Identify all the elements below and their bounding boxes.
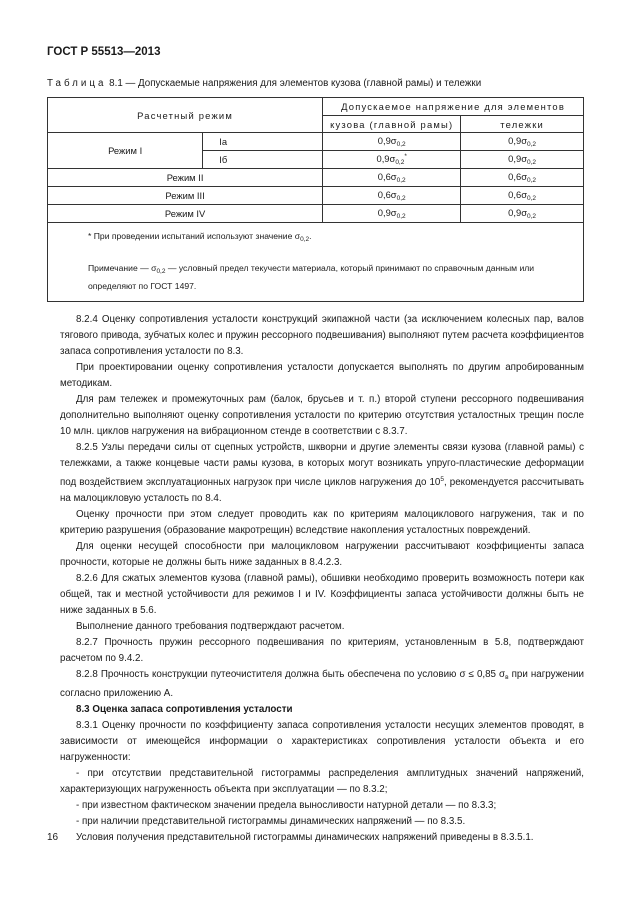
cell-bogie-value: $0,9\sigma_{0,2}$ — [461, 151, 584, 169]
paragraph: Выполнение данного требования подтверждают расчетом. — [76, 621, 345, 632]
list-item: - при наличии представительной гистограммы динамических напряжений — по 8.3.5. — [76, 816, 466, 827]
cell-bogie-value: $0,9\sigma_{0,2}$ — [461, 133, 584, 151]
paragraph: 8.2.7 Прочность пружин рессорного подвешивания по критериям, установленным в 5.8, подтверждают расчетом по 9.4.2. — [60, 637, 584, 664]
stress-table — [47, 97, 584, 302]
list-item: - при известном фактическом значении предела выносливости натурной детали — по 8.3.3; — [76, 800, 497, 811]
paragraph: 8.2.8 Прочность конструкции путеочистителя должна быть обеспечена по условию σ ≤ 0,85 $\sigma_в$ при нагружении согласно приложению А. — [60, 669, 584, 699]
cell-submode: Ia — [203, 133, 323, 151]
header-stress: Допускаемое напряжение для элементов — [323, 98, 584, 116]
table-row — [48, 133, 584, 151]
table-caption-word: Таблица — [47, 78, 107, 89]
cell-bogie-value: $0,6\sigma_{0,2}$ — [461, 187, 584, 205]
paragraph: 8.2.6 Для сжатых элементов кузова (главной рамы), обшивки необходимо проверить возможность потери как общей, так и местной устойчивости для режимов I и IV. Коэффициенты запаса устойчивости должны быть не ниже заданных в 5.6. — [60, 573, 584, 616]
cell-mode: Режим I — [48, 133, 203, 169]
document-header: ГОСТ Р 55513—2013 — [47, 46, 161, 58]
list-item: - при отсутствии представительной гистограммы распределения амплитудных значений напряжений, характеризующих нагруженность объекта при эксплуатации — по 8.3.2; — [60, 768, 584, 795]
table-footnotes — [48, 223, 584, 302]
footnote: * При проведении испытаний используют значение $\sigma_{0,2}$. — [88, 231, 312, 243]
table-caption-text: 8.1 — Допускаемые напряжения для элементов кузова (главной рамы) и тележки — [106, 78, 482, 89]
paragraph: 8.3.1 Оценку прочности по коэффициенту запаса сопротивления усталости несущих элементов проводят, в зависимости от имеющейся информации о характеристиках сопротивления усталости объекта и его нагруженности: — [60, 720, 584, 763]
paragraph: Для оценки несущей способности при малоцикловом нагружении рассчитывают коэффициенты запаса прочности, которые не должны быть ниже заданных в 8.4.2.3. — [60, 541, 584, 568]
table-note: Примечание — $\sigma_{0,2}$ — условный предел текучести материала, который принимают по справочным данным или определяют по ГОСТ 1497. — [88, 263, 535, 291]
paragraph: Для рам тележек и промежуточных рам (балок, брусьев и т. п.) второй ступени рессорного подвешивания дополнительно выполняют оценку сопротивления усталости по критерию отсутствия усталостных трещин после 10 млн. циклов нагружения на вибрационном стенде в соответствии с 8.3.7. — [60, 394, 584, 437]
cell-body-value: $0,9\sigma_{0,2}$ — [323, 205, 461, 223]
header-bogie: тележки — [461, 116, 584, 133]
page-number: 16 — [47, 832, 59, 843]
cell-mode: Режим IV — [48, 205, 323, 223]
cell-body-value: $0,6\sigma_{0,2}$ — [323, 169, 461, 187]
paragraph: 8.2.5 Узлы передачи силы от сцепных устройств, шкворни и другие элементы связи кузова (главной рамы) с тележками, а также концевые части рамы кузова, в которых могут возникать упруго-пластические деформации под воздействием эксплуатационных нагрузок при числе циклов нагружения до $10^5$, рекомендуется рассчитывать на малоцикловую усталость по 8.4. — [60, 442, 584, 504]
table-row — [48, 205, 584, 223]
table-row — [48, 187, 584, 205]
cell-body-value: $0,6\sigma_{0,2}$ — [323, 187, 461, 205]
cell-body-value: $0,9\sigma_{0,2}^*$ — [323, 151, 461, 169]
header-mode: Расчетный режим — [48, 98, 323, 133]
cell-submode: Iб — [203, 151, 323, 169]
header-body: кузова (главной рамы) — [323, 116, 461, 133]
table-row — [48, 169, 584, 187]
cell-body-value: $0,9\sigma_{0,2}$ — [323, 133, 461, 151]
cell-bogie-value: $0,9\sigma_{0,2}$ — [461, 205, 584, 223]
cell-mode: Режим III — [48, 187, 323, 205]
paragraph: 8.2.4 Оценку сопротивления усталости конструкций экипажной части (за исключением колесных пар, валов тягового привода, зубчатых колес и пружин рессорного подвешивания) выполняют путем расчета коэффициентов запаса сопротивления усталости по 8.3. — [60, 314, 584, 357]
paragraph: Условия получения представительной гистограммы динамических напряжений приведены в 8.3.5.1. — [76, 832, 534, 843]
section-heading: 8.3 Оценка запаса сопротивления усталости — [76, 704, 293, 715]
table-caption — [47, 78, 481, 89]
paragraph: Оценку прочности при этом следует проводить как по критериям малоциклового нагружения, так и по критерию разрушения (образование макротрещин) вследствие накопления усталостных повреждений. — [60, 509, 584, 536]
paragraph: При проектировании оценку сопротивления усталости допускается выполнять по другим апробированным методикам. — [60, 362, 584, 389]
cell-bogie-value: $0,6\sigma_{0,2}$ — [461, 169, 584, 187]
body-text — [60, 312, 584, 846]
cell-mode: Режим II — [48, 169, 323, 187]
